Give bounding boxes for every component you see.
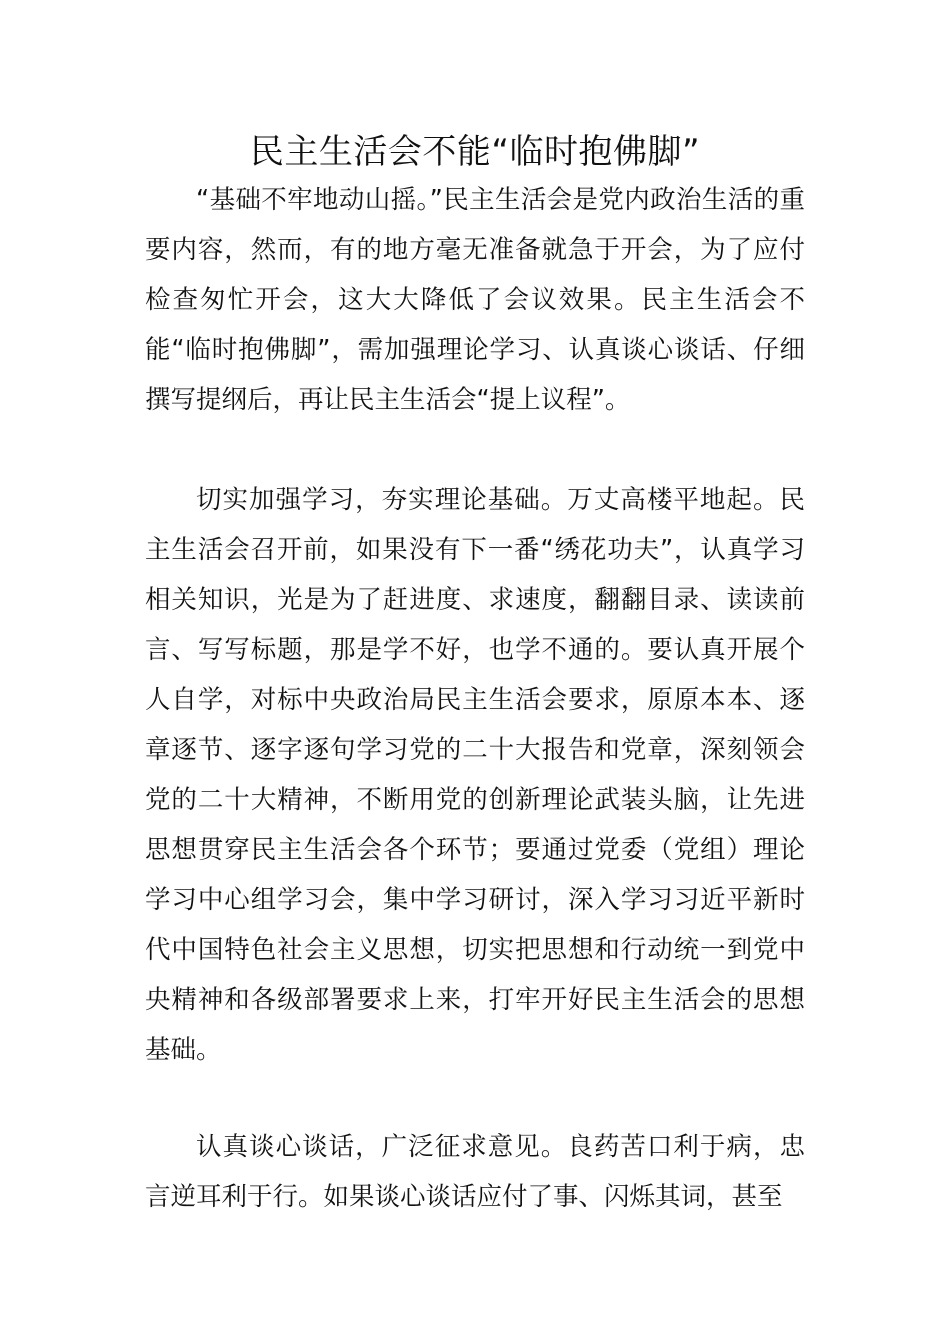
paragraph-2: 切实加强学习，夯实理论基础。万丈高楼平地起。民主生活会召开前，如果没有下一番“绣花功夫”，认真学习相关知识，光是为了赶进度、求速度，翻翻目录、读读前言、写写标题，那是学不好，也学不通的。要认真开展个人自学，对标中央政治局民主生活会要求，原原本本、逐章逐节、逐字逐句学习党的二十大报告和党章，深刻领会党的二十大精神，不断用党的创新理论武装头脑，让先进思想贯穿民主生活会各个环节；要通过党委（党组）理论学习中心组学习会，集中学习研讨，深入学习习近平新时代中国特色社会主义思想，切实把思想和行动统一到党中央精神和各级部署要求上来，打牢开好民主生活会的思想基础。 — [145, 485, 805, 1065]
paragraph-3: 认真谈心谈话，广泛征求意见。良药苦口利于病，忠言逆耳利于行。如果谈心谈话应付了事、闪烁其词，甚至 — [145, 1132, 805, 1212]
document-title: 民主生活会不能“临时抱佛脚” — [249, 132, 701, 172]
paragraph-1: “基础不牢地动山摇。”民主生活会是党内政治生活的重要内容，然而，有的地方毫无准备就急于开会，为了应付检查匆忙开会，这大大降低了会议效果。民主生活会不能“临时抱佛脚”，需加强理论学习、认真谈心谈话、仔细撰写提纲后，再让民主生活会“提上议程”。 — [145, 185, 805, 415]
